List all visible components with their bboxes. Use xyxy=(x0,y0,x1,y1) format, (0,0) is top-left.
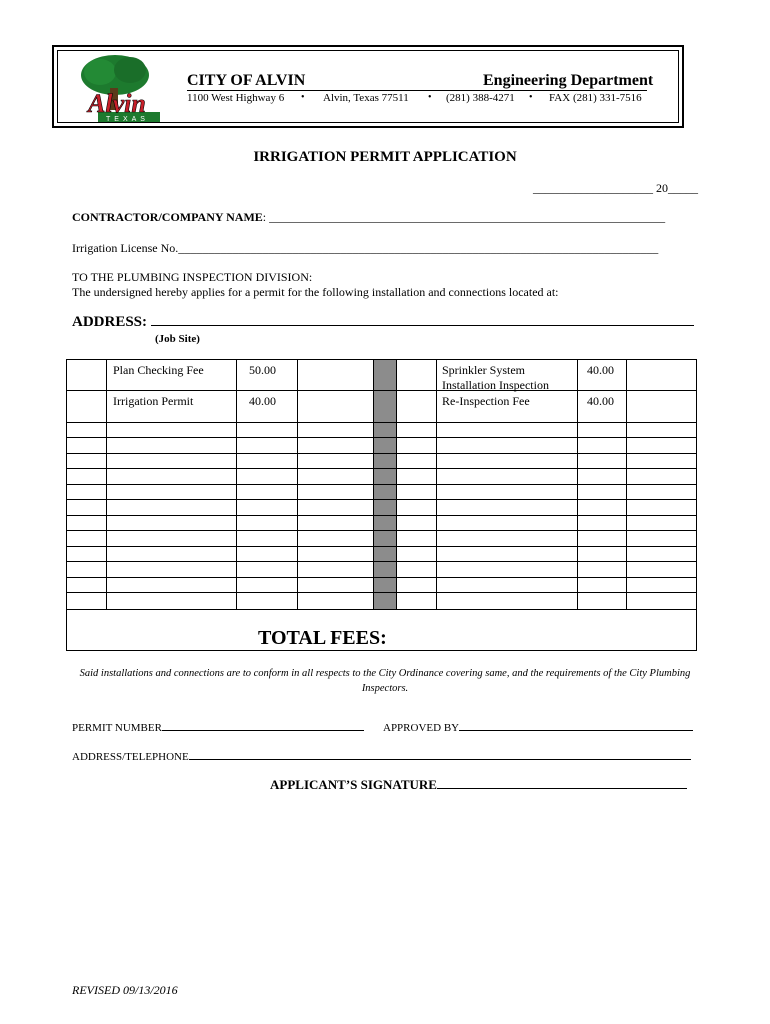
table-row-line xyxy=(67,592,696,593)
header-city-state: Alvin, Texas 77511 xyxy=(323,92,409,104)
page-title: IRRIGATION PERMIT APPLICATION xyxy=(253,149,517,165)
address-line xyxy=(151,324,694,326)
undersigned-text: The undersigned hereby applies for a permit for the following installation and connections located at: xyxy=(72,285,559,299)
logo-subtext: TEXAS xyxy=(106,116,149,123)
fee-amount: 40.00 xyxy=(587,363,614,377)
header-bullet: • xyxy=(301,92,305,103)
table-row-line xyxy=(67,437,696,438)
table-divider-shaded xyxy=(373,360,396,610)
table-row-line xyxy=(67,468,696,469)
job-site-label: (Job Site) xyxy=(155,333,200,345)
header-fax: FAX (281) 331-7516 xyxy=(549,92,642,104)
table-row-line xyxy=(67,609,696,610)
approved-by-label: APPROVED BY xyxy=(383,722,460,734)
applicant-signature-field[interactable] xyxy=(270,777,687,793)
table-col-line xyxy=(577,360,578,610)
table-row-line xyxy=(67,515,696,516)
address-telephone-line xyxy=(189,758,691,760)
header-bullet: • xyxy=(428,92,432,103)
table-row-line xyxy=(67,422,696,423)
header-bullet: • xyxy=(529,92,533,103)
address-telephone-label: ADDRESS/TELEPHONE xyxy=(72,751,189,763)
header-address: 1100 West Highway 6 xyxy=(187,92,285,104)
fee-table xyxy=(66,359,697,651)
approved-by-line xyxy=(459,729,693,731)
city-name: CITY OF ALVIN xyxy=(187,72,306,89)
table-col-line xyxy=(297,360,298,610)
license-field[interactable]: Irrigation License No.________________________________________________________________________________ xyxy=(72,241,659,255)
table-col-line xyxy=(396,360,397,610)
city-logo xyxy=(70,50,170,130)
signature-line xyxy=(437,787,687,789)
table-row-line xyxy=(67,530,696,531)
header-divider xyxy=(187,90,647,91)
conform-notice: Said installations and connections are to conform in all respects to the City Ordinance covering same, and the requirements of the City Plumbing Inspectors. xyxy=(79,668,691,694)
revised-date: REVISED 09/13/2016 xyxy=(72,983,178,997)
fee-name: Sprinkler System Installation Inspection xyxy=(442,363,549,392)
contractor-label: CONTRACTOR/COMPANY NAME xyxy=(72,210,263,224)
address-field[interactable] xyxy=(72,314,694,331)
total-fees-label: TOTAL FEES: xyxy=(258,627,387,649)
permit-number-line xyxy=(162,729,364,731)
to-division-text: TO THE PLUMBING INSPECTION DIVISION: xyxy=(72,270,313,284)
fee-amount: 50.00 xyxy=(249,363,276,377)
table-row-line xyxy=(67,453,696,454)
logo-text: Alvin xyxy=(88,89,146,118)
oak-tree-icon xyxy=(70,50,170,130)
address-telephone-field[interactable] xyxy=(72,751,691,763)
contractor-field[interactable] xyxy=(72,210,665,225)
table-row-line xyxy=(67,577,696,578)
table-row-line xyxy=(67,546,696,547)
table-row-line xyxy=(67,390,696,391)
fee-name: Plan Checking Fee xyxy=(113,363,204,377)
permit-number-label: PERMIT NUMBER xyxy=(72,722,162,734)
address-label: ADDRESS: xyxy=(72,314,148,330)
table-col-line xyxy=(626,360,627,610)
fee-name: Irrigation Permit xyxy=(113,394,194,408)
table-col-line xyxy=(373,360,374,610)
approved-by-field[interactable] xyxy=(383,722,693,734)
table-col-line xyxy=(436,360,437,610)
table-col-line xyxy=(106,360,107,610)
contractor-line: : __________________________________________________________________ xyxy=(262,210,666,224)
fee-name: Re-Inspection Fee xyxy=(442,394,530,408)
fee-amount: 40.00 xyxy=(587,394,614,408)
permit-number-field[interactable] xyxy=(72,722,364,734)
header-phone: (281) 388-4271 xyxy=(446,92,515,104)
signature-label: APPLICANT’S SIGNATURE xyxy=(270,777,437,792)
department-name: Engineering Department xyxy=(483,72,654,89)
date-field[interactable]: ____________________ 20_____ xyxy=(533,181,698,195)
fee-amount: 40.00 xyxy=(249,394,276,408)
table-row-line xyxy=(67,561,696,562)
table-row-line xyxy=(67,499,696,500)
table-col-line xyxy=(236,360,237,610)
table-row-line xyxy=(67,484,696,485)
